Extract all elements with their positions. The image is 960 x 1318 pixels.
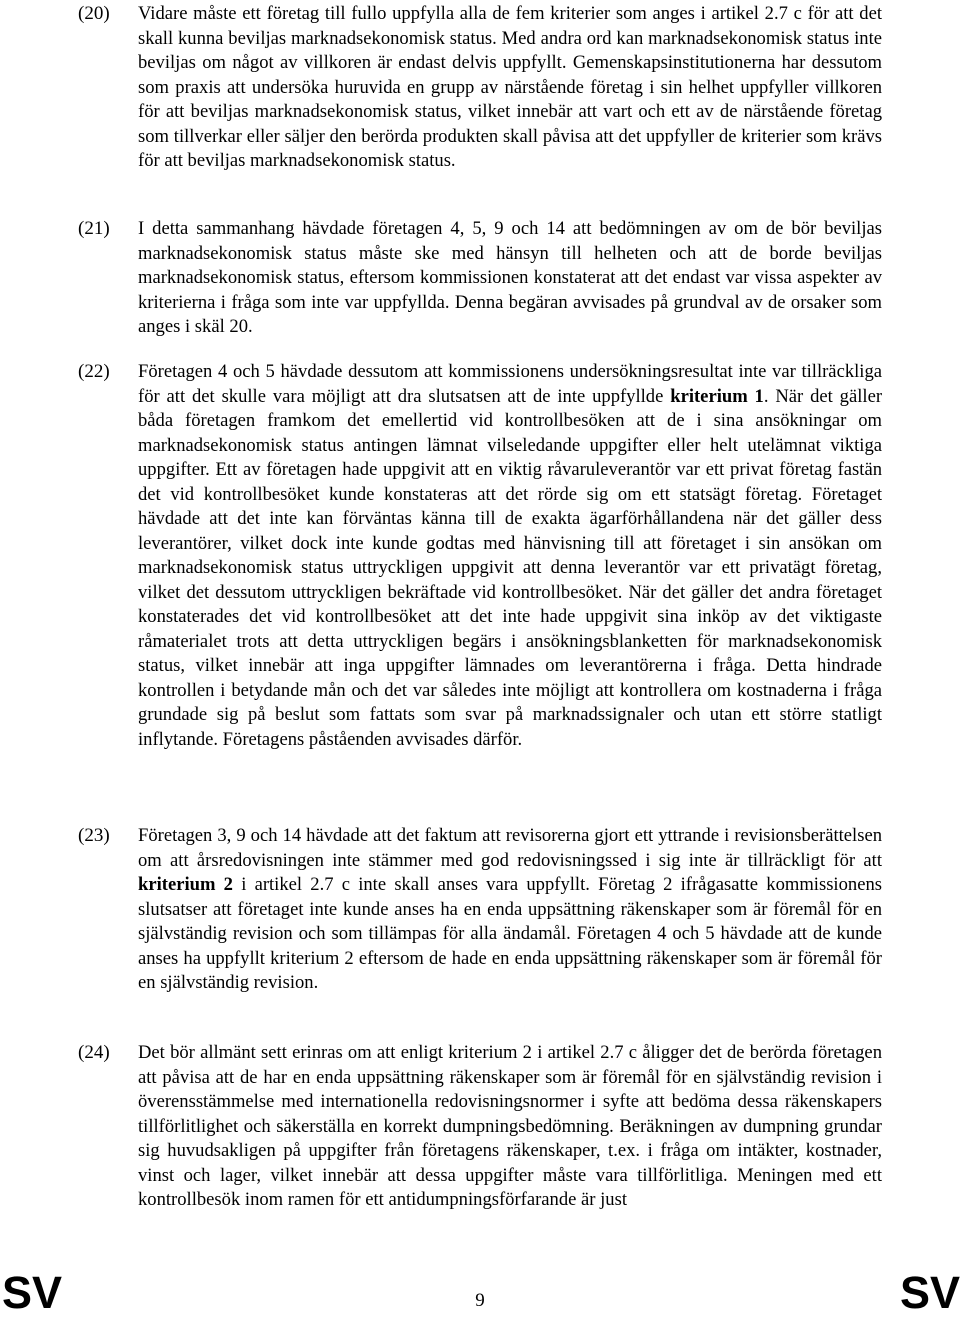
- paragraph-number: (21): [78, 218, 110, 239]
- text-run: Företagen 4 och 5 hävdade dessutom att kommissionens undersökningsresultat inte var tillräckliga för att det skulle vara möjligt att dra slutsatsen att de inte uppfyllde: [138, 361, 882, 407]
- paragraph-text: [138, 217, 882, 340]
- paragraph-text: [138, 360, 882, 752]
- paragraph-text: [138, 2, 882, 174]
- text-run: . När det gäller båda företagen framkom det emellertid vid kontrollbesöken att de i sina ansökningar om marknadsekonomisk status antingen lämnat vilseledande uppgifter eller helt utelämnat viktiga uppgifter. Ett av företagen hade uppgivit att en viktig råvaruleverantör var ett privat företag fastän det vid kontrollbesöket kunde konstateras att det rörde sig om ett statsägt företag. Företaget hävdade att det inte kan förväntas känna till de exakta ägarförhållandena när det gäller dess leverantörer, vilket dock inte kunde godtas med hänvisning till att företaget i sin ansökan om marknadsekonomisk status uttryckligen uppgivit att denna leverantör var ett privatägt företag, vilket det dessutom uttryckligen bekräftade vid kontrollbesöket. När det gäller det andra företaget konstaterades det vid kontrollbesöket att det inte hade uppgivit sina inköp av det viktigaste råmaterialet trots att detta uttryckligen begärs i ansökningsblanketten för marknadsekonomisk status, vilket innebär att inga uppgifter lämnades om leverantörerna i fråga. Detta hindrade kontrollen i betydande mån och det var således inte möjligt att kontrollera om kostnaderna i fråga grundade sig på beslut som fattats som svar på marknadssignaler och utan ett större statligt inflytande. Företagens påståenden avvisades därför.: [138, 385, 883, 750]
- page-number: 9: [475, 1290, 485, 1311]
- footer-language-code-right: SV: [899, 1267, 960, 1318]
- text-run: I detta sammanhang hävdade företagen 4, 5, 9 och 14 att bedömningen av om de bör beviljas marknadsekonomisk status måste ske med hänsyn till helheten och att de borde beviljas marknadsekonomisk status, eftersom kommissionen konstaterat att det endast var vissa aspekter av kriterierna i fråga som inte var uppfyllda. Denna begäran avvisades på grundval av de orsaker som anges i skäl 20.: [138, 218, 882, 337]
- bold-term: kriterium 2: [138, 874, 233, 895]
- footer-language-code-left: SV: [2, 1267, 63, 1318]
- paragraph-text: [138, 1041, 882, 1213]
- paragraph-number: (23): [78, 825, 110, 846]
- text-run: Det bör allmänt sett erinras om att enligt kriterium 2 i artikel 2.7 c åligger det de berörda företagen att påvisa att de har en enda uppsättning räkenskaper som är föremål för en självständig revision i överensstämmelse med internationella redovisningsnormer i syfte att bedöma dessa räkenskapers tillförlitlighet och säkerställa en korrekt dumpningsbedömning. Beräkningen av dumpning grundar sig huvudsakligen på uppgifter från företagens räkenskaper, t.ex. i fråga om intäkter, kostnader, vinst och lager, vilket innebär att dessa uppgifter måste vara tillförlitliga. Meningen med ett kontrollbesök inom ramen för ett antidumpningsförfarande är just: [138, 1042, 882, 1210]
- paragraph-number: (20): [78, 3, 110, 24]
- paragraph-text: [138, 824, 882, 996]
- paragraph-number: (24): [78, 1042, 110, 1063]
- text-run: Företagen 3, 9 och 14 hävdade att det faktum att revisorerna gjort ett yttrande i revisionsberättelsen om att årsredovisningen inte stämmer med god redovisningssed i sig inte är tillräckligt för att: [138, 825, 882, 871]
- text-run: Vidare måste ett företag till fullo uppfylla alla de fem kriterier som anges i artikel 2.7 c för att det skall kunna beviljas marknadsekonomisk status. Med andra ord kan marknadsekonomisk status inte beviljas om något av villkoren är endast delvis uppfyllt. Gemenskapsinstitutionerna har dessutom som praxis att undersöka huruvida en grupp av närstående företag i sin helhet uppfyller villkoren för att beviljas marknadsekonomisk status, vilket innebär att vart och ett av de närstående företag som tillverkar eller säljer den berörda produkten skall påvisa att det uppfyller de kriterier som krävs för att beviljas marknadsekonomisk status.: [138, 3, 882, 171]
- paragraph-number: (22): [78, 361, 110, 382]
- text-run: i artikel 2.7 c inte skall anses vara uppfyllt. Företag 2 ifrågasatte kommissionens slutsatser att företaget inte kunde anses ha en enda uppsättning räkenskaper som är föremål för en självständig revision och som tillämpas för alla ändamål. Företagen 4 och 5 hävdade att de kunde anses ha uppfyllt kriterium 2 eftersom de hade en enda uppsättning räkenskaper som är föremål för en självständig revision.: [138, 874, 882, 993]
- bold-term: kriterium 1: [670, 385, 764, 407]
